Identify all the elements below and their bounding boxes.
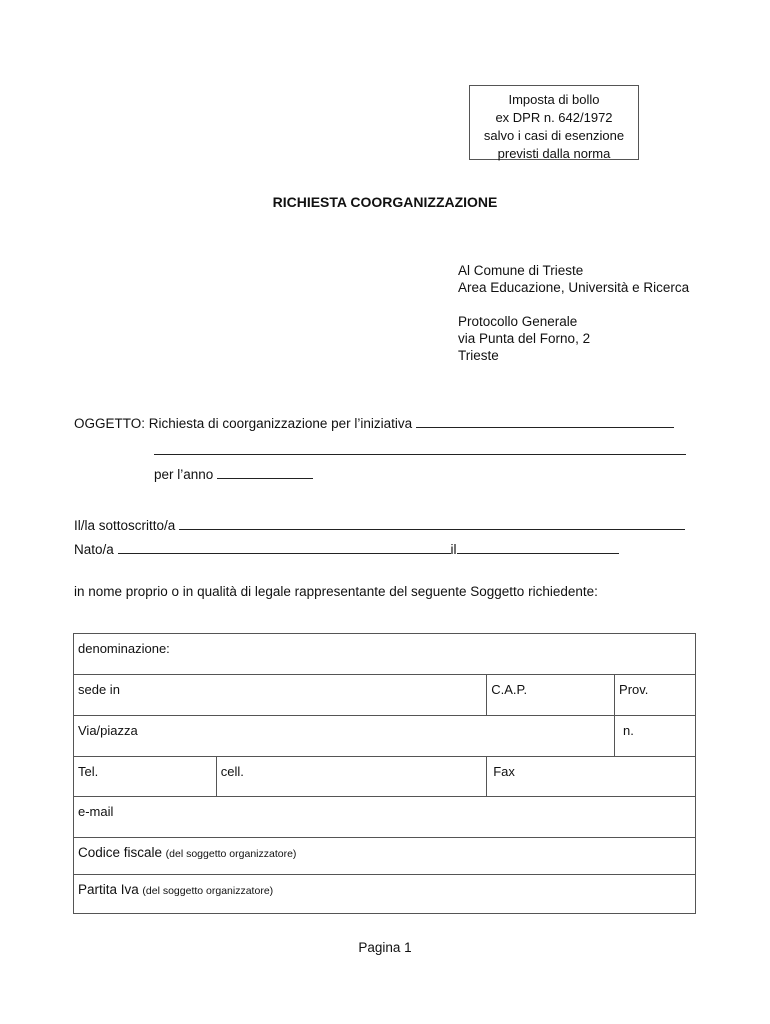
anno-row — [154, 466, 313, 482]
sottoscritto-label: Il/la sottoscritto/a — [74, 518, 176, 533]
cell-label: cell. — [220, 764, 244, 779]
codice-fiscale-label: Codice fiscale — [78, 845, 163, 860]
denominazione-label: denominazione: — [78, 641, 170, 656]
nato-label: Nato/a — [74, 542, 114, 557]
il-label: il — [450, 542, 457, 557]
stamp-line: Imposta di bollo — [508, 92, 600, 107]
via-cell[interactable] — [74, 716, 615, 757]
stamp-line: previsti dalla norma — [497, 146, 611, 161]
recipient-line: Protocollo Generale — [458, 314, 578, 329]
fax-cell[interactable] — [487, 757, 696, 797]
stamp-line: salvo i casi di esenzione — [483, 128, 625, 143]
codice-fiscale-note: (del soggetto organizzatore) — [165, 848, 297, 860]
email-cell[interactable] — [74, 797, 696, 838]
denominazione-cell[interactable] — [74, 634, 696, 675]
data-nascita-field[interactable] — [457, 541, 619, 554]
partita-iva-note: (del soggetto organizzatore) — [142, 885, 274, 897]
nato-row — [74, 541, 619, 557]
applicant-details-table — [73, 633, 696, 914]
via-label: Via/piazza — [78, 723, 138, 738]
anno-label: per l’anno — [154, 467, 214, 482]
sottoscritto-row — [74, 517, 685, 533]
recipient-line: Area Educazione, Università e Ricerca — [458, 280, 690, 295]
cap-cell[interactable] — [487, 675, 615, 716]
capacity-text: in nome proprio o in qualità di legale rappresentante del seguente Soggetto richiedente: — [74, 584, 598, 599]
recipient-line: Trieste — [458, 348, 499, 363]
oggetto-row — [74, 415, 674, 431]
luogo-nascita-field[interactable] — [118, 541, 451, 554]
numero-cell[interactable] — [615, 716, 696, 757]
recipient-address — [458, 262, 689, 364]
cell-cell[interactable] — [216, 757, 486, 797]
numero-label: n. — [623, 723, 634, 738]
partita-iva-cell[interactable] — [74, 875, 696, 914]
page-number: Pagina 1 — [358, 940, 412, 955]
sede-cell[interactable] — [74, 675, 487, 716]
tel-cell[interactable] — [74, 757, 217, 797]
partita-iva-label: Partita Iva — [78, 882, 139, 897]
document-title: RICHIESTA COORGANIZZAZIONE — [272, 194, 498, 210]
codice-fiscale-cell[interactable] — [74, 838, 696, 875]
recipient-line: via Punta del Forno, 2 — [458, 331, 591, 346]
oggetto-text: Richiesta di coorganizzazione per l’iniziativa — [148, 416, 413, 431]
email-label: e-mail — [78, 804, 114, 819]
prov-cell[interactable] — [615, 675, 696, 716]
tax-stamp-box — [469, 85, 639, 160]
anno-field[interactable] — [217, 466, 313, 479]
oggetto-label: OGGETTO: — [74, 416, 146, 431]
iniziativa-field-continued[interactable] — [154, 454, 686, 455]
iniziativa-field[interactable] — [416, 415, 674, 428]
prov-label: Prov. — [619, 682, 649, 697]
cap-label: C.A.P. — [491, 682, 528, 697]
tel-label: Tel. — [78, 764, 99, 779]
recipient-line: Al Comune di Trieste — [458, 263, 584, 278]
sede-label: sede in — [78, 682, 120, 697]
stamp-line: ex DPR n. 642/1972 — [495, 110, 613, 125]
fax-label: Fax — [493, 764, 515, 779]
sottoscritto-field[interactable] — [179, 517, 685, 530]
